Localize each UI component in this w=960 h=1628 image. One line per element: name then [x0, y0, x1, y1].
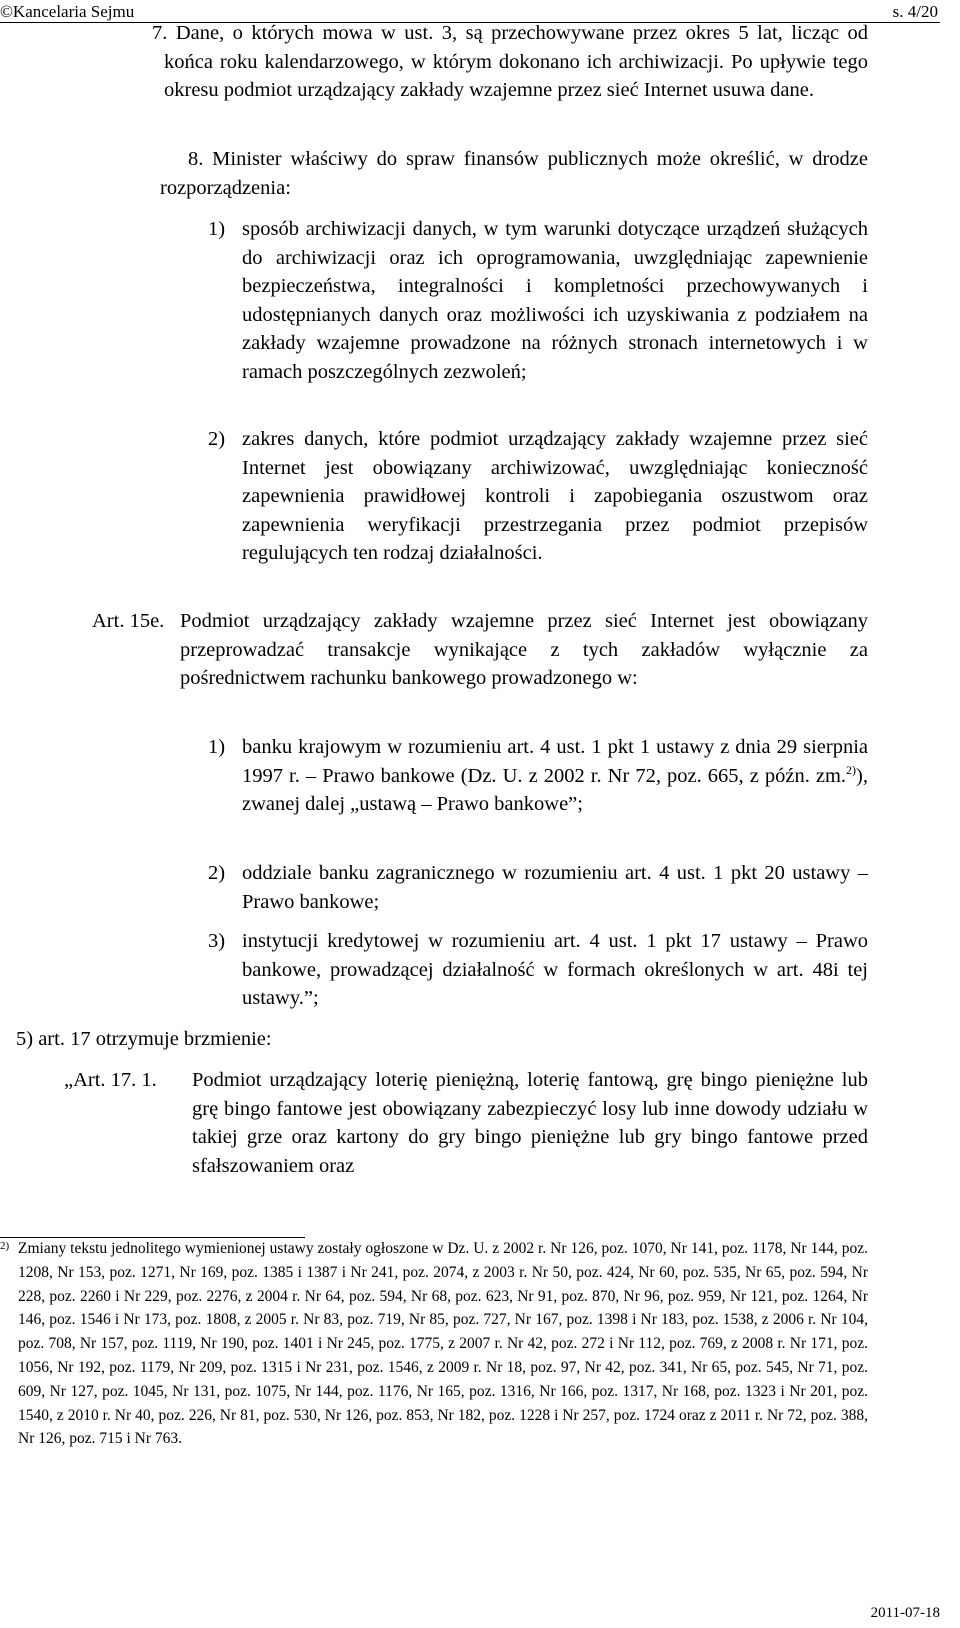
list-item-number: 2)	[208, 428, 226, 450]
footnote	[0, 1237, 868, 1451]
list-item	[208, 215, 868, 386]
article-text: Podmiot urządzający loterię pieniężną, loterię fantową, grę bingo pieniężne lub grę bingo fantowe jest obowiązany zabezpieczyć losy lub inne dowody udziału w takiej grze oraz kartony do gry bingo pieniężne lub gry bingo fantowe przed sfałszowaniem oraz	[192, 1069, 868, 1177]
list-item-number: 3)	[208, 930, 226, 952]
paragraph-8: 8. Minister właściwy do spraw finansów publicznych może określić, w drodze rozporządzenia:	[160, 148, 868, 199]
list-item-text: sposób archiwizacji danych, w tym warunki dotyczące urządzeń służących do archiwizacji oraz ich oprogramowania, uwzględniając zapewnienie bezpieczeństwa, integralności i kompletności przechowywanych i udostępnianych danych oraz możliwości ich uzyskiwania z podziałem na zakłady wzajemne prowadzone na różnych stronach internetowych i w ramach poszczególnych zezwoleń;	[242, 218, 868, 383]
list-item	[208, 733, 868, 819]
list-item-text-main: banku krajowym w rozumieniu art. 4 ust. 1 pkt 1 ustawy z dnia 29 sierpnia 1997 r. – Prawo bankowe (Dz. U. z 2002 r. Nr 72, poz. 665, z późn. zm.	[242, 736, 868, 787]
list-item-text-tail: ), zwanej dalej „ustawą – Prawo bankowe”;	[242, 764, 868, 815]
footnote-mark: 2)	[0, 1240, 10, 1252]
list-item-text	[242, 733, 868, 819]
article-label: „Art. 17. 1.	[64, 1069, 157, 1091]
list-item	[208, 425, 868, 568]
list-item-text: oddziale banku zagranicznego w rozumieniu art. 4 ust. 1 pkt 20 ustawy – Prawo bankowe;	[242, 862, 868, 913]
article-15e	[92, 607, 868, 693]
list-item	[208, 859, 868, 916]
list-item-number: 1)	[208, 218, 226, 240]
article-label: Art. 15e.	[92, 610, 165, 632]
article-17	[64, 1066, 868, 1180]
footnote-text: Zmiany tekstu jednolitego wymienionej ustawy zostały ogłoszone w Dz. U. z 2002 r. Nr 126, poz. 1070, Nr 141, poz. 1178, Nr 144, poz. 1208, Nr 153, poz. 1271, Nr 169, poz. 1385 i 1387 i Nr 241, poz. 2074, z 2003 r. Nr 50, poz. 424, Nr 60, poz. 535, Nr 65, poz. 594, Nr 228, poz. 2260 i Nr 229, poz. 2276, z 2004 r. Nr 64, poz. 594, Nr 68, poz. 623, Nr 91, poz. 870, Nr 96, poz. 959, Nr 121, poz. 1264, Nr 146, poz. 1546 i Nr 173, poz. 1808, z 2005 r. Nr 83, poz. 719, Nr 85, poz. 727, Nr 167, poz. 1398 i Nr 183, poz. 1538, z 2006 r. Nr 104, poz. 708, Nr 157, poz. 1119, Nr 190, poz. 1401 i Nr 245, poz. 1775, z 2007 r. Nr 42, poz. 272 i Nr 112, poz. 769, z 2008 r. Nr 171, poz. 1056, Nr 192, poz. 1179, Nr 209, poz. 1315 i Nr 231, poz. 1546, z 2009 r. Nr 18, poz. 97, Nr 42, poz. 341, Nr 65, poz. 545, Nr 71, poz. 609, Nr 127, poz. 1045, Nr 131, poz. 1075, Nr 144, poz. 1176, Nr 165, poz. 1316, Nr 166, poz. 1317, Nr 168, poz. 1323 i Nr 201, poz. 1540, z 2010 r. Nr 40, poz. 226, Nr 81, poz. 530, Nr 126, poz. 853, Nr 182, poz. 1228 i Nr 257, poz. 1724 oraz z 2011 r. Nr 72, poz. 388, Nr 126, poz. 715 i Nr 763.	[18, 1240, 868, 1448]
list-item-text: zakres danych, które podmiot urządzający zakłady wzajemne przez sieć Internet jest obowiązany archiwizować, uwzględniając konieczność zapewnienia prawidłowej kontroli i zapobiegania oszustwom oraz zapewnienia weryfikacji przestrzegania przez podmiot przepisów regulujących ten rodzaj działalności.	[242, 428, 868, 564]
document-date: 2011-07-18	[870, 1605, 940, 1621]
footnote-reference[interactable]: 2)	[846, 762, 857, 777]
list-item-number: 1)	[208, 736, 226, 758]
amendment-item-5: 5) art. 17 otrzymuje brzmienie:	[16, 1028, 272, 1050]
list-item-number: 2)	[208, 862, 226, 884]
paragraph-7: 7. Dane, o których mowa w ust. 3, są przechowywane przez okres 5 lat, licząc od końca roku kalendarzowego, w którym dokonano ich archiwizacji. Po upływie tego okresu podmiot urządzający zakłady wzajemne przez sieć Internet usuwa dane.	[152, 22, 868, 101]
header-source: ©Kancelaria Sejmu	[0, 2, 140, 23]
list-item	[208, 927, 868, 1013]
page-number: s. 4/20	[892, 2, 938, 21]
list-item-text: instytucji kredytowej w rozumieniu art. 4 ust. 1 pkt 17 ustawy – Prawo bankowe, prowadzącej działalność w formach określonych w art. 48i tej ustawy.”;	[242, 930, 868, 1009]
article-text: Podmiot urządzający zakłady wzajemne przez sieć Internet jest obowiązany przeprowadzać transakcje wynikające z tych zakładów wyłącznie za pośrednictwem rachunku bankowego prowadzonego w:	[180, 610, 868, 689]
